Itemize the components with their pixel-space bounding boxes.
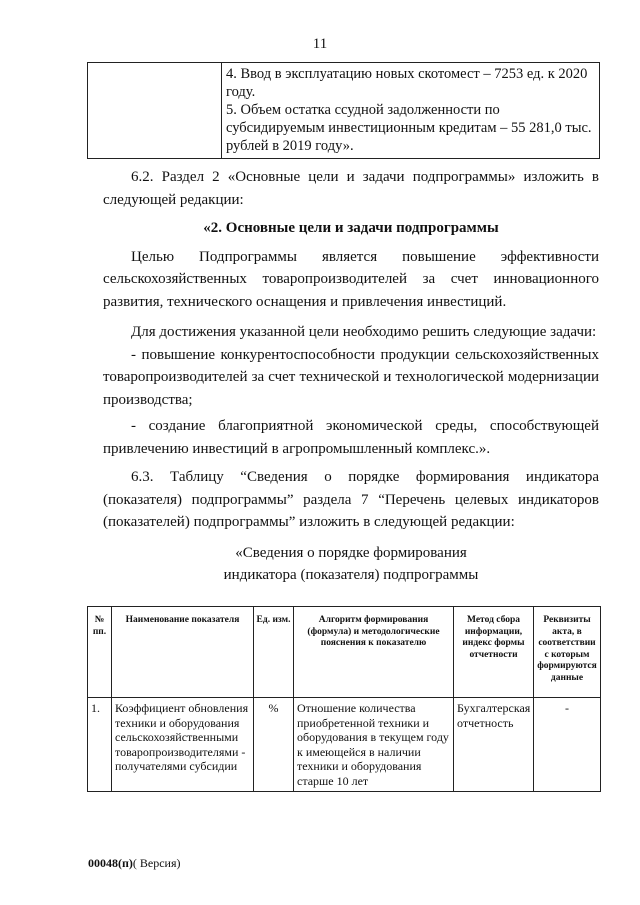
column-header-name: Наименование показателя [112,607,254,698]
column-header-method: Метод сбора информации, индекс формы отчетности [454,607,534,698]
table-title-line-1: «Сведения о порядке формирования [235,544,467,561]
column-header-number: № пп. [88,607,112,698]
list-item: 4. Ввод в эксплуатацию новых скотомест – 7253 ед. к 2020 году. [226,66,588,100]
document-version: ( Версия) [132,856,181,870]
table-row [88,63,600,159]
table-cell-content [222,63,600,159]
table-row [88,698,601,792]
table-header-row [88,607,601,698]
paragraph-goal: Целью Подпрограммы является повышение эффективности сельскохозяйственных товаропроизводителей за счет инновационного развития, технического оснащения и привлечения инвестиций. [103,248,599,310]
cell-requisites: - [534,698,601,792]
cell-name: Коэффициент обновления техники и оборудования сельскохозяйственными товаропроизводителями - получателями субсидии [112,698,254,792]
table-cell-empty [88,63,222,159]
table-title-line-2: индикатора (показателя) подпрограммы [223,567,479,583]
indicator-table [87,606,601,792]
section-heading: «2. Основные цели и задачи подпрограммы [203,220,499,236]
paragraph-tasks-intro: Для достижения указанной цели необходимо решить следующие задачи: [131,324,597,340]
document-code: 00048(п) [88,856,133,870]
paragraph-task-2: - создание благоприятной экономической среды, способствующей привлечению инвестиций в агропромышленный комплекс.». [103,418,599,457]
footer [88,856,181,871]
page-number: 11 [312,36,328,52]
cell-unit: % [254,698,294,792]
column-header-requisites: Реквизиты акта, в соответствии с которым формируются данные [534,607,601,698]
list-item: 5. Объем остатка ссудной задолженности по субсидируемым инвестиционным кредитам – 55 281,0 тыс. рублей в 2019 году». [226,102,592,154]
paragraph-task-1: - повышение конкурентоспособности продукции сельскохозяйственных товаропроизводителей за счет технической и технологической модернизации производства; [103,346,599,408]
cell-number: 1. [88,698,112,792]
paragraph-6-2: 6.2. Раздел 2 «Основные цели и задачи подпрограммы» изложить в следующей редакции: [103,169,599,208]
body-text [103,166,599,587]
cell-algorithm: Отношение количества приобретенной техники и оборудования в текущем году к имеющейся в наличии техники и оборудования старше 10 лет [294,698,454,792]
paragraph-6-3: 6.3. Таблицу “Сведения о порядке формирования индикатора (показателя) подпрограммы” раздела 7 “Перечень целевых индикаторов (показателей) подпрограммы” изложить в следующей редакции: [103,469,599,530]
continuation-table [87,62,600,159]
column-header-unit: Ед. изм. [254,607,294,698]
cell-method: Бухгалтерская отчетность [454,698,534,792]
column-header-algorithm: Алгоритм формирования (формула) и методологические пояснения к показателю [294,607,454,698]
